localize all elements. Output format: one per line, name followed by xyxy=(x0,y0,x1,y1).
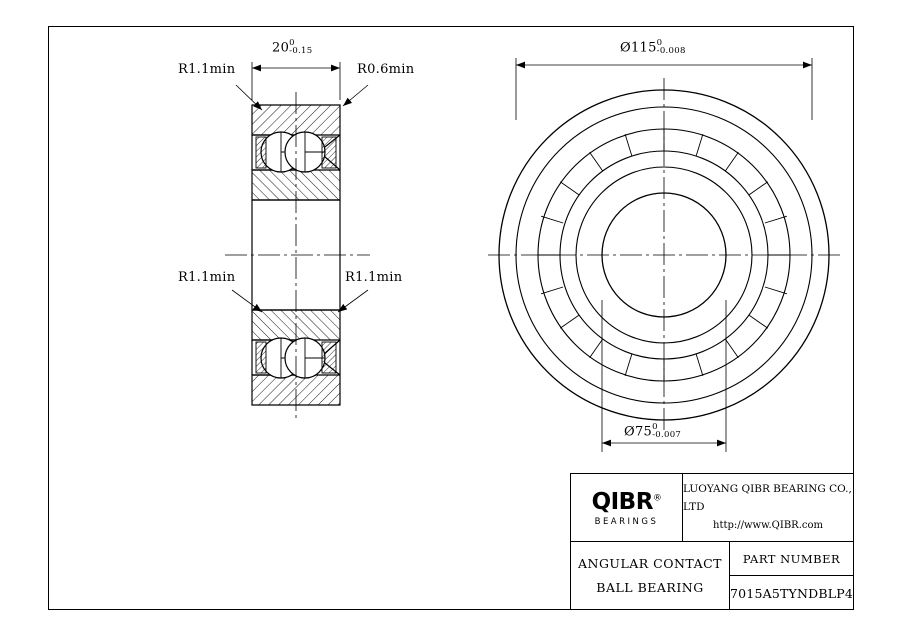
product-description-line2: BALL BEARING xyxy=(596,580,704,595)
section-view xyxy=(225,92,370,420)
title-block xyxy=(570,473,854,610)
part-number-value: 7015A5TYNDBLP4 xyxy=(730,585,853,601)
company-name: LUOYANG QIBR BEARING CO., LTD xyxy=(683,483,852,513)
leader-r11min-bottom-right xyxy=(338,290,368,312)
dimension-r11min-bottom-left-text: R1.1min xyxy=(178,270,236,285)
dimension-r11min-top-left-text: R1.1min xyxy=(178,62,236,77)
title-block-header xyxy=(571,474,853,542)
dimension-width-text: 20 0 -0.15 xyxy=(272,38,313,56)
leader-r06min-top-right xyxy=(343,85,368,106)
company-website[interactable]: http://www.QIBR.com xyxy=(713,519,823,531)
dimension-r11min-bottom-right-text: R1.1min xyxy=(345,270,403,285)
dimension-bore-diameter-text: Ø75 0 -0.007 xyxy=(624,422,682,440)
front-view xyxy=(488,78,840,432)
part-number-cell xyxy=(730,542,853,610)
logo-tagline: BEARINGS xyxy=(594,516,659,527)
product-description-line1: ANGULAR CONTACT xyxy=(577,556,723,572)
product-description xyxy=(571,542,730,610)
leader-r11min-bottom-left xyxy=(232,290,262,312)
company-logo xyxy=(571,474,683,541)
part-number-label: PART NUMBER xyxy=(730,542,853,576)
company-info xyxy=(683,474,853,541)
registered-trademark-icon: ® xyxy=(652,492,662,503)
logo-brand-text: QIBR® xyxy=(591,488,662,515)
dimension-r06min-top-right-text: R0.6min xyxy=(357,62,415,77)
dimension-outer-diameter-text: Ø115 0 -0.008 xyxy=(620,38,686,56)
leader-r11min-top-left xyxy=(236,85,262,110)
title-block-body xyxy=(571,542,853,610)
